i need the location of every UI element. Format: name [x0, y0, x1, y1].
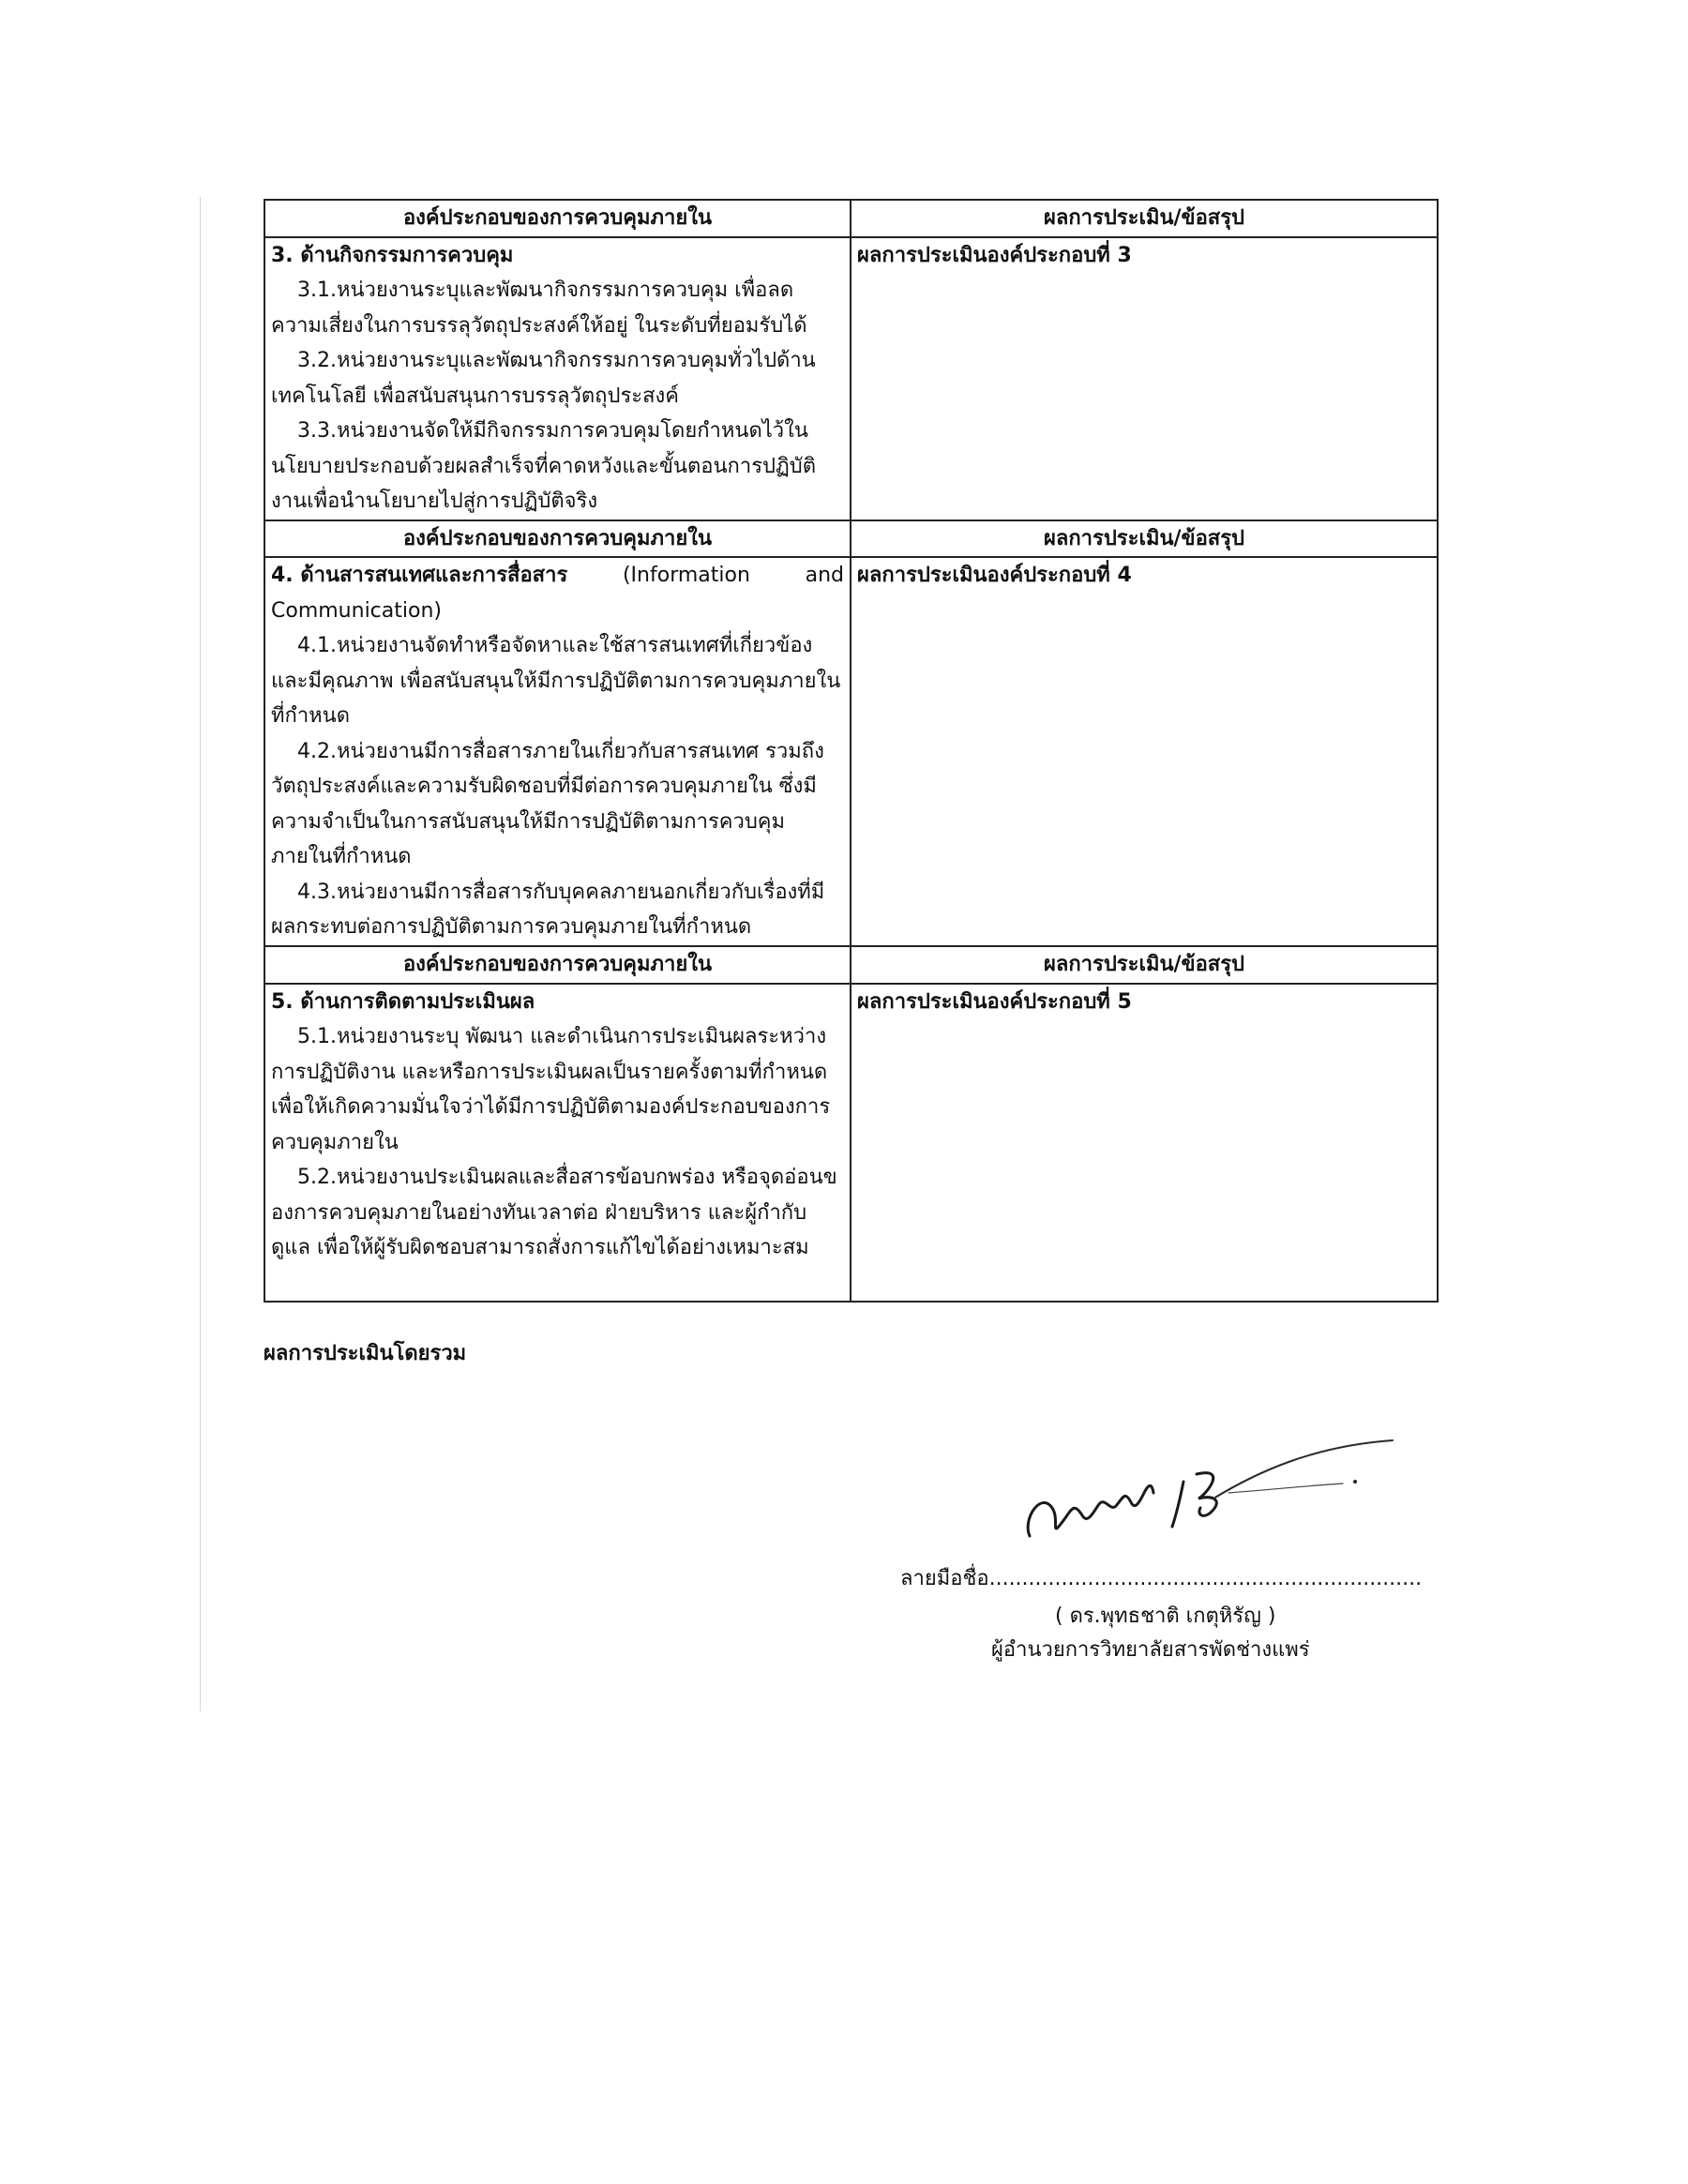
- section-title: [271, 558, 844, 594]
- header-component: องค์ประกอบของการควบคุมภายใน: [264, 200, 851, 237]
- component-cell: [264, 557, 851, 946]
- result-heading: ผลการประเมินองค์ประกอบที่ 3: [857, 243, 1132, 267]
- header-component: องค์ประกอบของการควบคุมภายใน: [264, 520, 851, 558]
- document-body: [264, 199, 1437, 1303]
- signer-name: ( ดร.พุทธชาติ เกตุหิรัญ ): [1055, 1604, 1276, 1628]
- table-row: [264, 557, 1438, 946]
- list-item: 4.1.หน่วยงานจัดทำหรือจัดหาและใช้สารสนเทศที่เกี่ยวข้องและมีคุณภาพ เพื่อสนับสนุนให้มีการปฏิบัติตามการควบคุมภายในที่กำหนด: [271, 634, 841, 728]
- page-margin-line: [200, 197, 201, 1711]
- header-result: ผลการประเมิน/ข้อสรุป: [851, 520, 1438, 558]
- table-header-row: [264, 946, 1438, 984]
- assessment-table: [264, 199, 1439, 1303]
- component-cell: [264, 984, 851, 1302]
- header-result: ผลการประเมิน/ข้อสรุป: [851, 200, 1438, 237]
- signer-position: ผู้อำนวยการวิทยาลัยสารพัดช่างแพร่: [991, 1638, 1310, 1662]
- table-row: [264, 984, 1438, 1302]
- result-cell: [851, 557, 1438, 946]
- header-result: ผลการประเมิน/ข้อสรุป: [851, 946, 1438, 984]
- overall-assessment-label: ผลการประเมินโดยรวม: [264, 1342, 467, 1365]
- list-item: 3.2.หน่วยงานระบุและพัฒนากิจกรรมการควบคุมทั่วไปด้านเทคโนโลยี เพื่อสนับสนุนการบรรลุวัตถุประสงค์: [271, 349, 816, 408]
- list-item: 4.2.หน่วยงานมีการสื่อสารภายในเกี่ยวกับสารสนเทศ รวมถึงวัตถุประสงค์และความรับผิดชอบที่มีต่อการควบคุมภายใน ซึ่งมีความจำเป็นในการสนับสนุนให้มีการปฏิบัติตามการควบคุมภายในที่กำหนด: [271, 739, 824, 868]
- result-cell: [851, 237, 1438, 520]
- list-item: 3.1.หน่วยงานระบุและพัฒนากิจกรรมการควบคุม เพื่อลดความเสี่ยงในการบรรลุวัตถุประสงค์ให้อยู่ ในระดับที่ยอมรับได้: [271, 279, 807, 338]
- table-header-row: [264, 200, 1438, 237]
- list-item: 3.3.หน่วยงานจัดให้มีกิจกรรมการควบคุมโดยกำหนดไว้ในนโยบายประกอบด้วยผลสำเร็จที่คาดหวังและขั้นตอนการปฏิบัติงานเพื่อนำนโยบายไปสู่การปฏิบัติจริง: [271, 419, 816, 513]
- list-item: 4.3.หน่วยงานมีการสื่อสารกับบุคคลภายนอกเกี่ยวกับเรื่องที่มีผลกระทบต่อการปฏิบัติตามการควบคุมภายในที่กำหนด: [271, 880, 825, 939]
- section-title-line2: Communication): [271, 598, 442, 623]
- result-heading: ผลการประเมินองค์ประกอบที่ 5: [857, 989, 1132, 1014]
- section-title-tail: and: [805, 564, 844, 587]
- section-title: 5. ด้านการติดตามประเมินผล: [271, 989, 535, 1014]
- section-title-tail: (Information: [622, 564, 750, 587]
- list-item: 5.1.หน่วยงานระบุ พัฒนา และดำเนินการประเมินผลระหว่างการปฏิบัติงาน และหรือการประเมินผลเป็นรายครั้งตามที่กำหนด เพื่อให้เกิดความมั่นใจว่าได้มีการปฏิบัติตามองค์ประกอบของการควบคุมภายใน: [271, 1025, 831, 1154]
- signature-line: ลายมือชื่อ..................................................................: [900, 1567, 1423, 1590]
- list-item: 5.2.หน่วยงานประเมินผลและสื่อสารข้อบกพร่อง หรือจุดอ่อนของการควบคุมภายในอย่างทันเวลาต่อ ฝ่ายบริหาร และผู้กำกับดูแล เพื่อให้ผู้รับผิดชอบสามารถสั่งการแก้ไขได้อย่างเหมาะสม: [271, 1166, 837, 1259]
- table-row: [264, 237, 1438, 520]
- handwritten-signature: [1013, 1425, 1407, 1566]
- result-cell: [851, 984, 1438, 1302]
- table-header-row: [264, 520, 1438, 558]
- section-title-head: 4. ด้านสารสนเทศและการสื่อสาร: [271, 564, 568, 587]
- component-cell: [264, 237, 851, 520]
- result-heading: ผลการประเมินองค์ประกอบที่ 4: [857, 564, 1132, 587]
- section-title: 3. ด้านกิจกรรมการควบคุม: [271, 243, 514, 267]
- header-component: องค์ประกอบของการควบคุมภายใน: [264, 946, 851, 984]
